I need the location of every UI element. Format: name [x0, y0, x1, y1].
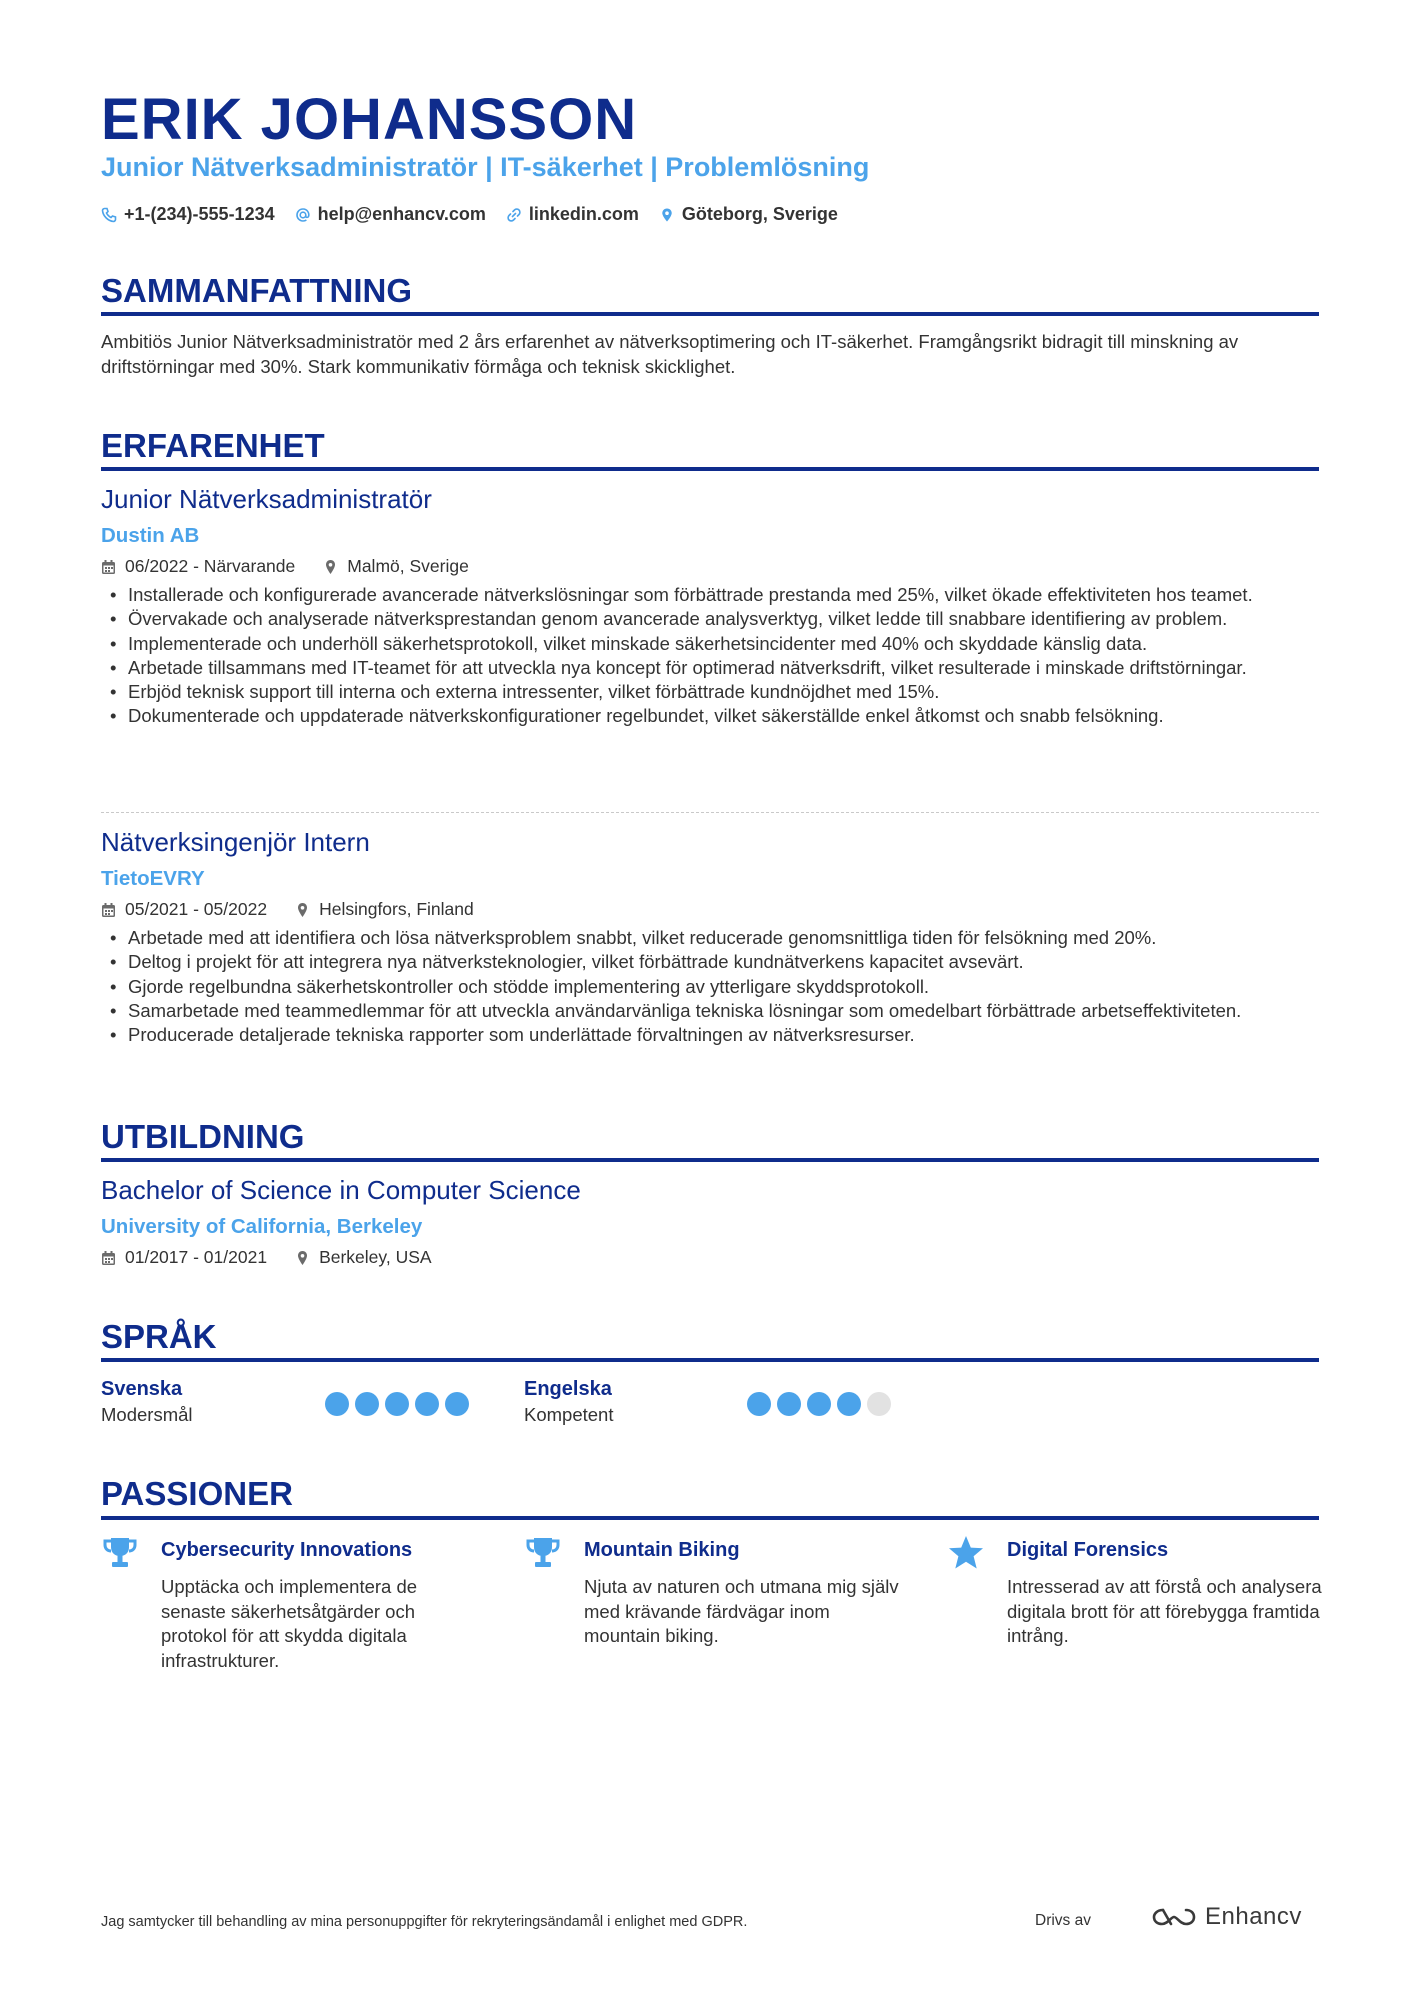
education-location — [295, 1247, 432, 1268]
contact-phone[interactable] — [101, 204, 275, 225]
job-dates — [101, 556, 295, 577]
at-icon — [295, 207, 311, 223]
passion-description: Njuta av naturen och utmana mig själv med krävande färdvägar inom mountain biking. — [584, 1576, 899, 1646]
location-pin-icon — [295, 902, 310, 918]
brand-name: Enhancv — [1205, 1903, 1302, 1930]
link-icon — [506, 207, 522, 223]
languages-divider — [101, 1358, 1319, 1362]
phone-text: +1-(234)-555-1234 — [124, 204, 275, 224]
contact-email[interactable] — [295, 204, 486, 225]
location-pin-icon — [295, 1250, 310, 1266]
resume-page — [101, 0, 1322, 1995]
language-rating — [325, 1392, 469, 1416]
list-item: • Arbetade med att identifiera och lösa nätverksproblem snabbt, vilket reducerade genomsnittliga tiden för felsökning med 20%. — [101, 926, 1319, 950]
rating-dot-filled — [445, 1392, 469, 1416]
list-item: • Producerade detaljerade tekniska rapporter som underlättade förvaltningen av nätverksresurser. — [101, 1023, 1319, 1047]
rating-dot-filled — [355, 1392, 379, 1416]
education-dates — [101, 1247, 267, 1268]
passion-title: Cybersecurity Innovations — [161, 1539, 413, 1561]
passion-description: Intresserad av att förstå och analysera digitala brott för att förebygga framtida intrång. — [1007, 1576, 1322, 1646]
language-rating — [747, 1392, 891, 1416]
education-meta — [101, 1247, 432, 1268]
job-dates — [101, 899, 267, 920]
job-location — [323, 556, 469, 577]
calendar-icon — [101, 1250, 116, 1266]
trophy-icon — [524, 1535, 562, 1571]
passion-title: Mountain Biking — [584, 1539, 740, 1561]
job-location — [295, 899, 474, 920]
school-name: University of California, Berkeley — [101, 1215, 423, 1238]
rating-dot-filled — [777, 1392, 801, 1416]
job-company: TietoEVRY — [101, 867, 205, 890]
job-dates-text: 06/2022 - Närvarande — [125, 556, 296, 576]
list-item: • Gjorde regelbundna säkerhetskontroller och stödde implementering av ytterligare skyddsprotokoll. — [101, 975, 1319, 999]
rating-dot-filled — [807, 1392, 831, 1416]
list-item: • Dokumenterade och uppdaterade nätverkskonfigurationer regelbundet, vilket säkerställde enkel åtkomst och snabb felsökning. — [101, 704, 1319, 728]
language-item — [101, 1378, 193, 1426]
passions-divider — [101, 1516, 1319, 1520]
contact-linkedin[interactable] — [506, 204, 639, 225]
contact-bar — [101, 204, 838, 225]
list-item: • Samarbetade med teammedlemmar för att utveckla användarvänliga tekniska lösningar som omedelbart förbättrade arbetseffektiviteten. — [101, 999, 1319, 1023]
language-level: Modersmål — [101, 1404, 193, 1425]
language-name: Engelska — [524, 1378, 612, 1400]
infinity-logo-icon — [1151, 1905, 1197, 1929]
location-text: Göteborg, Sverige — [681, 204, 838, 224]
education-location-text: Berkeley, USA — [319, 1247, 432, 1267]
phone-icon — [101, 207, 117, 223]
rating-dot-filled — [325, 1392, 349, 1416]
location-pin-icon — [323, 559, 338, 575]
passion-description: Upptäcka och implementera de senaste säkerhetsåtgärder och protokol för att skydda digitala infrastrukturer. — [161, 1576, 418, 1671]
linkedin-text: linkedin.com — [528, 204, 639, 224]
languages-heading: SPRÅK — [101, 1318, 217, 1355]
experience-divider — [101, 467, 1319, 471]
rating-dot-empty — [867, 1392, 891, 1416]
rating-dot-filled — [385, 1392, 409, 1416]
rating-dot-filled — [415, 1392, 439, 1416]
job-meta — [101, 899, 474, 920]
email-text: help@enhancv.com — [317, 204, 486, 224]
list-item: • Övervakade och analyserade nätverksprestandan genom avancerade analysverktyg, vilket ledde till snabbare identifiering av problem. — [101, 607, 1319, 631]
job-company: Dustin AB — [101, 524, 200, 547]
location-pin-icon — [659, 207, 675, 223]
candidate-name: ERIK JOHANSSON — [101, 87, 638, 152]
language-level: Kompetent — [524, 1404, 614, 1425]
education-divider — [101, 1158, 1319, 1162]
list-item: • Installerade och konfigurerade avancerade nätverkslösningar som förbättrade prestanda med 25%, vilket ökade effektiviteten hos teamet. — [101, 583, 1319, 607]
experience-heading: ERFARENHET — [101, 427, 325, 464]
rating-dot-filled — [747, 1392, 771, 1416]
education-heading: UTBILDNING — [101, 1118, 305, 1155]
list-item: • Deltog i projekt för att integrera nya nätverksteknologier, vilket förbättrade kundnätverkens kapacitet avsevärt. — [101, 950, 1319, 974]
trophy-icon — [101, 1535, 139, 1571]
powered-by-label: Drivs av — [1035, 1912, 1091, 1929]
passions-heading: PASSIONER — [101, 1475, 293, 1512]
degree-title: Bachelor of Science in Computer Science — [101, 1175, 581, 1205]
job-meta — [101, 556, 469, 577]
calendar-icon — [101, 559, 116, 575]
list-item: • Implementerade och underhöll säkerhetsprotokoll, vilket minskade säkerhetsincidenter med 40% och skyddade känslig data. — [101, 632, 1319, 656]
job-title: Nätverksingenjör Intern — [101, 827, 370, 857]
passion-title: Digital Forensics — [1007, 1539, 1169, 1561]
job-location-text: Malmö, Sverige — [347, 556, 469, 576]
language-item — [524, 1378, 613, 1426]
education-dates-text: 01/2017 - 01/2021 — [125, 1247, 268, 1267]
star-icon — [947, 1535, 985, 1571]
list-item: • Arbetade tillsammans med IT-teamet för att utveckla nya koncept för optimerad nätverksdrift, vilket resulterade i minskade driftstörningar. — [101, 656, 1319, 680]
language-name: Svenska — [101, 1378, 183, 1400]
job-bullets — [101, 583, 1319, 729]
candidate-subtitle: Junior Nätverksadministratör | IT-säkerhet | Problemlösning — [101, 152, 870, 182]
list-item: • Erbjöd teknisk support till interna och externa intressenter, vilket förbättrade kundnöjdhet med 15%. — [101, 680, 1319, 704]
gdpr-consent: Jag samtycker till behandling av mina personuppgifter för rekryteringsändamål i enlighet med GDPR. — [101, 1914, 748, 1930]
contact-location — [659, 204, 838, 225]
job-dates-text: 05/2021 - 05/2022 — [125, 899, 268, 919]
enhancv-logo[interactable] — [1151, 1903, 1302, 1931]
job-title: Junior Nätverksadministratör — [101, 484, 432, 514]
summary-heading: SAMMANFATTNING — [101, 272, 413, 309]
rating-dot-filled — [837, 1392, 861, 1416]
job-separator — [101, 812, 1319, 813]
summary-divider — [101, 312, 1319, 316]
job-location-text: Helsingfors, Finland — [319, 899, 474, 919]
job-bullets — [101, 926, 1319, 1047]
summary-text: Ambitiös Junior Nätverksadministratör med 2 års erfarenhet av nätverksoptimering och IT-säkerhet. Framgångsrikt bidragit till minskning av driftstörningar med 30%. Stark kommunikativ förmåga och teknisk skicklighet. — [101, 331, 1239, 377]
calendar-icon — [101, 902, 116, 918]
